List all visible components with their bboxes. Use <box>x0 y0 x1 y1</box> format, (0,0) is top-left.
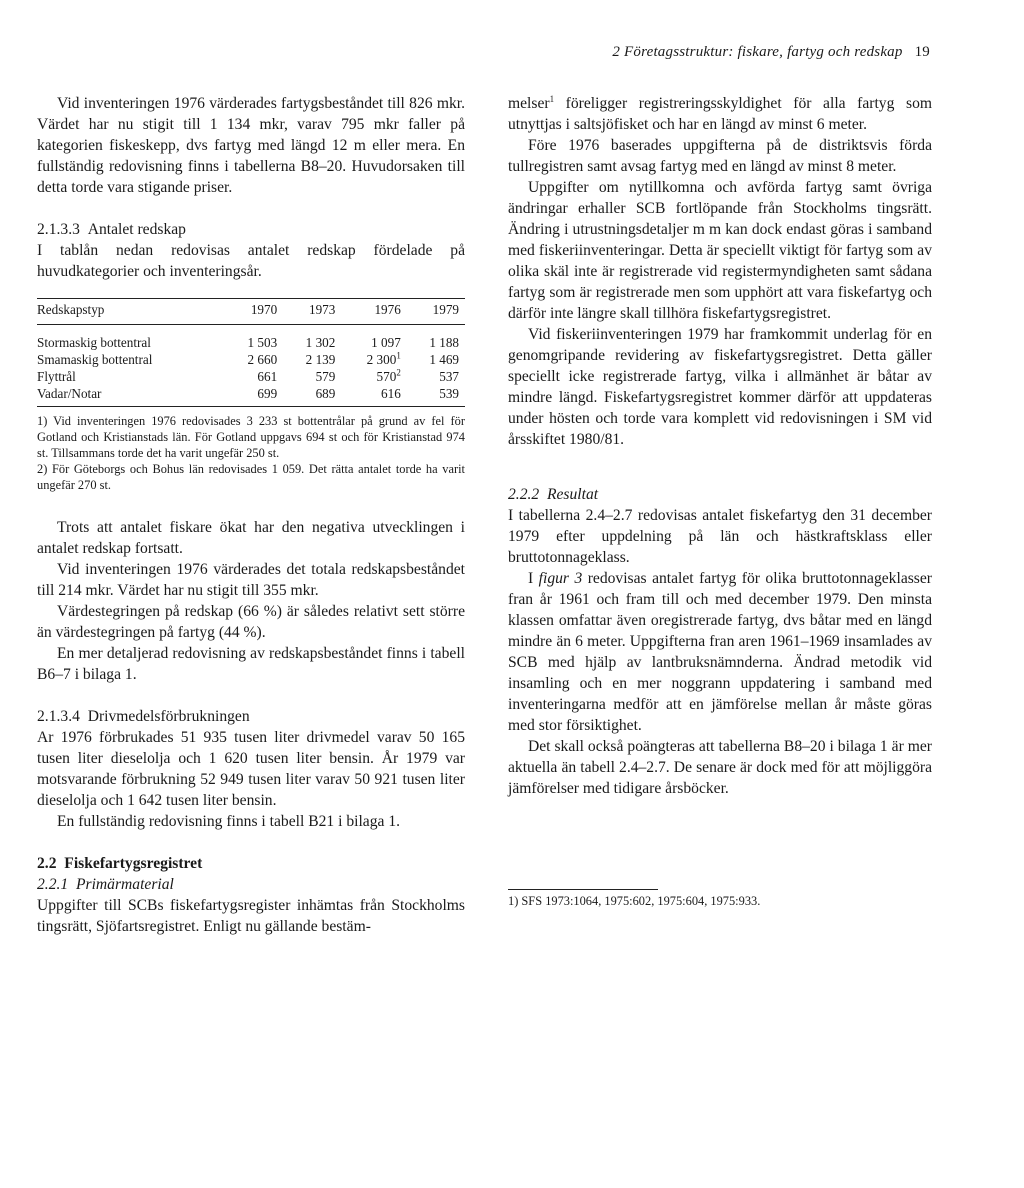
cell-value: 537 <box>439 369 459 384</box>
running-header <box>612 44 930 61</box>
paragraph: Uppgifter till SCBs fiskefartygsregister inhämtas från Stockholms tingsrätt, Sjöfartsregistret. Enligt nu gällande bestäm- <box>37 897 465 935</box>
paragraph: Trots att antalet fiskare ökat har den negativa utvecklingen i antalet redskap fortsatt. <box>37 519 465 557</box>
paragraph: I tablån nedan redovisas antalet redskap fördelade på huvudkategorier och inventeringsår. <box>37 242 465 280</box>
section-title: Resultat <box>546 486 599 503</box>
section-heading <box>37 853 465 874</box>
paragraph: melser$^1$ föreligger registreringsskyldighet för alla fartyg som utnyttjas i saltsjöfisket och har en längd av minst 6 meter. <box>508 93 932 133</box>
paragraph: Värdestegringen på redskap (66 %) är således relativt sett större än värdestegringen på fartyg (44 %). <box>37 603 465 641</box>
footnote-ref: 1 <box>549 93 555 104</box>
paragraph: En fullständig redovisning finns i tabell B21 i bilaga 1. <box>57 813 401 830</box>
table-header-row <box>37 299 465 325</box>
col-header-1973: 1973 <box>283 299 341 325</box>
paragraph: Vid inventeringen 1976 värderades det totala redskapsbeståndet till 214 mkr. Värdet har nu stigit till 355 mkr. <box>37 561 465 599</box>
cell-value: 1 302 <box>305 335 336 350</box>
section-title: Antalet redskap <box>87 221 186 238</box>
cell-type: Stormaskig bottentral <box>37 335 151 350</box>
footnote: 1) SFS 1973:1064, 1975:602, 1975:604, 1975:933. <box>508 894 761 908</box>
paragraph: I tabellerna 2.4–2.7 redovisas antalet fiskefartyg den 31 december 1979 efter uppdelning på län och hästkraftsklass eller bruttotonnageklass. <box>508 507 932 566</box>
table-row <box>37 325 465 352</box>
subsection-heading <box>508 484 932 505</box>
cell-value: $570^2$ <box>376 367 401 384</box>
page-number: 19 <box>914 44 930 60</box>
cell-type: Vadar/Notar <box>37 385 225 407</box>
col-header-1970: 1970 <box>225 299 283 325</box>
right-column <box>508 93 932 909</box>
col-header-1976: 1976 <box>341 299 406 325</box>
figure-ref: figur 3 <box>538 570 583 587</box>
cell-value: 2 139 <box>305 352 336 367</box>
paragraph: Vid inventeringen 1976 värderades fartygsbeståndet till 826 mkr. Värdet har nu stigit till 1 134 mkr, varav 795 mkr faller på kategorien fiskeskepp, dvs fartyg med längd 12 m eller mera. En fullständig redovisning finns i tabellerna B8–20. Huvudorsaken till detta torde vara stigande priser. <box>37 95 465 196</box>
section-number: 2.1.3.3 <box>37 221 80 238</box>
cell-value: 689 <box>283 385 341 407</box>
section-heading <box>37 219 465 240</box>
table-note: 1) Vid inventeringen 1976 redovisades 3 233 st bottentrålar på grund av fel för Gotland och Kristianstads län. För Gotland uppgavs 694 st och för Kristianstad 974 st. Tillsammans torde det ha varit ungefär 250 st. <box>37 414 465 460</box>
left-column <box>37 93 465 937</box>
header-title: 2 Företagsstruktur: fiskare, fartyg och redskap <box>612 44 903 60</box>
section-title: Primärmaterial <box>75 876 174 893</box>
paragraph: I figur 3 redovisas antalet fartyg för olika bruttotonnageklasser fran år 1961 och fram till och med december 1979. Den minsta klassen omfattar även oregistrerade fartyg, dvs båtar med en längd mindre än 6 meter. Uppgifterna fran aren 1961–1969 insamlades av SCB med hjälp av lantbruksnämnderna. Ändrad metodik vid insamling och en mer noggrann uppdatering i samband med inventeringarna medför att en jämförelse mellan år måste göras med stor försiktighet. <box>508 570 932 734</box>
table-notes <box>37 413 465 493</box>
cell-type: Flyttrål <box>37 369 76 384</box>
paragraph: Vid fiskeriinventeringen 1979 har framkommit underlag för en genomgripande revidering av fiskefartygsregistret. Detta gäller speciellt icke registrerade fartyg, vilka i allmänhet är båtar av mindre längd. Fiskefartygsregistret kommer därför att uppdateras under hösten och torde vara komplett vid redovisningen i SM vid årsskiftet 1980/81. <box>508 326 932 448</box>
cell-value: 1 097 <box>371 335 401 350</box>
paragraph: Ar 1976 förbrukades 51 935 tusen liter drivmedel varav 50 165 tusen liter dieselolja och 1 620 tusen liter bensin. År 1979 var motsvarande förbrukning 52 949 tusen liter varav 50 921 tusen liter dieselolja och 1 642 tusen liter bensin. <box>37 729 465 809</box>
table-row <box>37 351 465 368</box>
table-row <box>37 385 465 407</box>
section-title: Drivmedelsförbrukningen <box>87 708 250 725</box>
col-header-type: Redskapstyp <box>37 299 225 325</box>
section-title: Fiskefartygsregistret <box>64 855 203 872</box>
section-heading <box>37 706 465 727</box>
cell-value: 2 660 <box>247 352 278 367</box>
section-number: 2.2.2 <box>508 486 540 503</box>
section-number: 2.2.1 <box>37 876 69 893</box>
footnote-rule <box>508 889 658 890</box>
gear-table <box>37 298 465 407</box>
table-note: 2) För Göteborgs och Bohus län redovisades 1 059. Det rätta antalet torde ha varit ungefär 270 st. <box>37 462 465 492</box>
section-number: 2.2 <box>37 855 57 872</box>
cell-value: 2 $300^1$ <box>366 350 401 367</box>
cell-value: 539 <box>407 385 465 407</box>
cell-value: 1 188 <box>429 335 459 350</box>
cell-value: 1 469 <box>429 352 459 367</box>
table-row <box>37 368 465 385</box>
cell-value: 699 <box>225 385 283 407</box>
paragraph: Före 1976 baserades uppgifterna på de distriktsvis förda tullregistren samt avsag fartyg med en längd av minst 8 meter. <box>508 137 932 175</box>
cell-value: 661 <box>257 369 278 384</box>
subsection-heading <box>37 874 465 895</box>
cell-value: 616 <box>341 385 406 407</box>
col-header-1979: 1979 <box>407 299 465 325</box>
cell-value: 579 <box>315 369 336 384</box>
cell-value: 1 503 <box>247 335 278 350</box>
section-number: 2.1.3.4 <box>37 708 80 725</box>
cell-type: Smamaskig bottentral <box>37 352 153 367</box>
paragraph: En mer detaljerad redovisning av redskapsbeståndet finns i tabell B6–7 i bilaga 1. <box>37 645 465 683</box>
paragraph: Det skall också poängteras att tabellerna B8–20 i bilaga 1 är mer aktuella än tabell 2.4–2.7. De senare är dock med för att möjliggöra jämförelser med tidigare årsböcker. <box>508 738 932 797</box>
paragraph: Uppgifter om nytillkomna och avförda fartyg samt övriga ändringar erhaller SCB fortlöpande från Stockholms tingsrätt. Ändring i utrustningsdetaljer m m kan dock endast göras i samband med fiskeriinventeringar. Detta är speciellt viktigt för fartyg som av olika skäl inte är registrerade vid registermyndigheten samt sådana fartyg som är registrerade men som upphört att vara fiskefartyg och därför inte längre skall tillhöra fiskefartygsregistret. <box>508 179 932 322</box>
